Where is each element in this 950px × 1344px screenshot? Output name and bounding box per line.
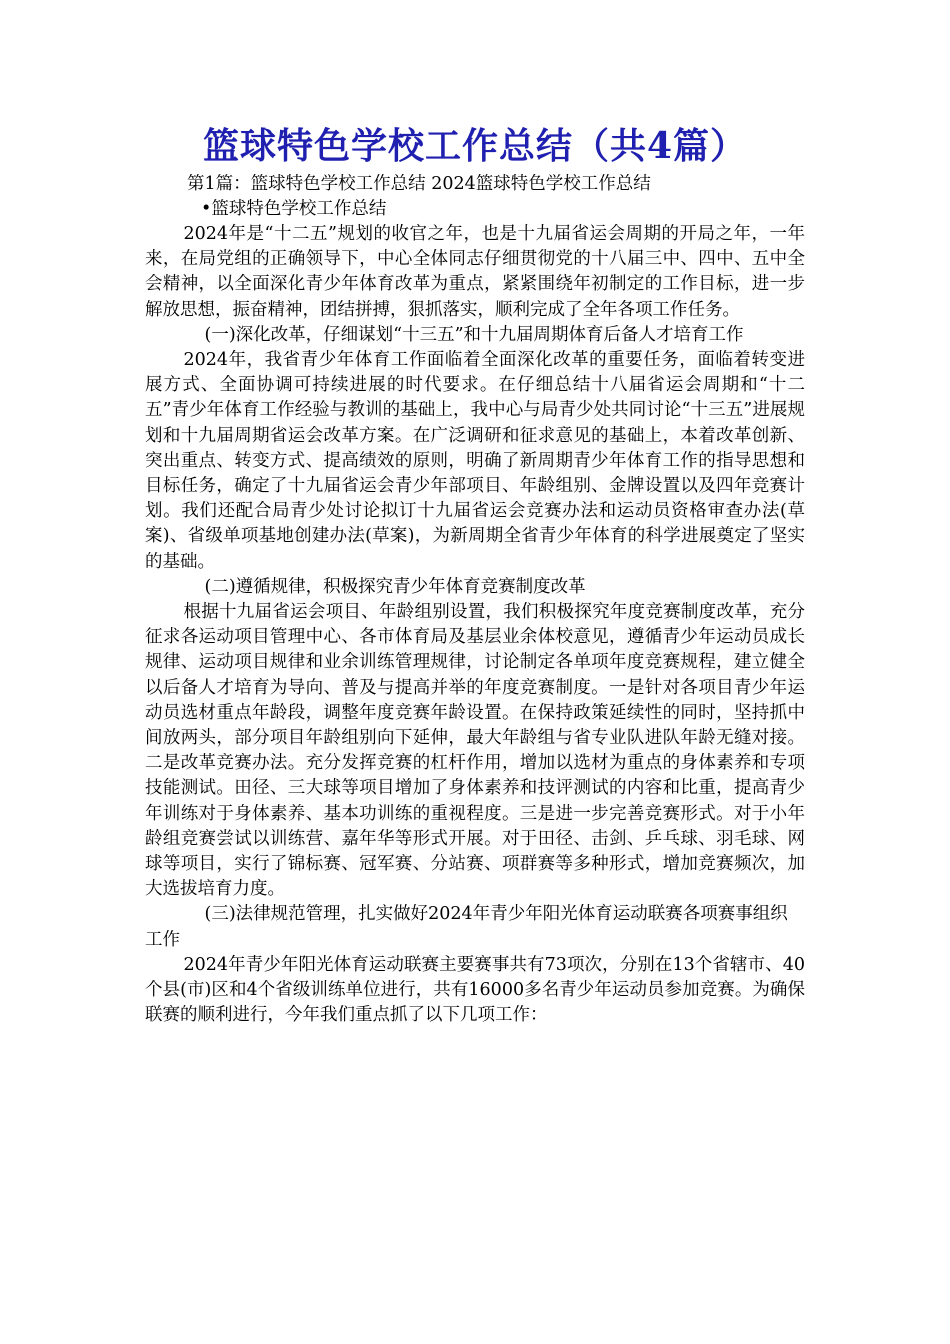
document-page bbox=[145, 120, 805, 1029]
body-paragraph: 2024年是“十二五”规划的收官之年，也是十九届省运会周期的开局之年，一年来，在局党组的正确领导下，中心全体同志仔细贯彻党的十八届三中、四中、五中全会精神，以全面深化青少年体育改革为重点，紧紧围绕年初制定的工作目标，进一步解放思想，振奋精神，团结拼搏，狠抓落实，顺利完成了全年各项工作任务。 bbox=[145, 224, 805, 320]
body-paragraph: 根据十九届省运会项目、年龄组别设置，我们积极探究年度竞赛制度改革，充分征求各运动项目管理中心、各市体育局及基层业余体校意见，遵循青少年运动员成长规律、运动项目规律和业余训练管理规律，讨论制定各单项年度竞赛规程，建立健全以后备人才培育为导向、普及与提高并举的年度竞赛制度。一是针对各项目青少年运动员选材重点年龄段，调整年度竞赛年龄设置。在保持政策延续性的同时，坚持抓中间放两头，部分项目年龄组别向下延伸，最大年龄组与省专业队进队年龄无缝对接。二是改革竞赛办法。充分发挥竞赛的杠杆作用，增加以选材为重点的身体素养和专项技能测试。田径、三大球等项目增加了身体素养和技评测试的内容和比重，提高青少年训练对于身体素养、基本功训练的重视程度。三是进一步完善竞赛形式。对于小年龄组竞赛尝试以训练营、嘉年华等形式开展。对于田径、击剑、乒乓球、羽毛球、网球等项目，实行了锦标赛、冠军赛、分站赛、项群赛等多种形式，增加竞赛频次，加大选拔培育力度。 bbox=[145, 602, 805, 900]
section-heading: (三)法律规范管理，扎实做好2024年青少年阳光体育运动联赛各项赛事组织工作 bbox=[145, 904, 788, 950]
document-title: 篮球特色学校工作总结（共4篇） bbox=[202, 125, 748, 167]
body-paragraph: 2024年青少年阳光体育运动联赛主要赛事共有73项次，分别在13个省辖市、40个县(市)区和4个省级训练单位进行，共有16000多名青少年运动员参加竞赛。为确保联赛的顺利进行，今年我们重点抓了以下几项工作： bbox=[145, 954, 805, 1026]
bullet-heading: •篮球特色学校工作总结 bbox=[201, 199, 387, 219]
section-heading: (一)深化改革，仔细谋划“十三五”和十九届周期体育后备人才培育工作 bbox=[204, 324, 744, 345]
section-heading: (二)遵循规律，积极探究青少年体育竞赛制度改革 bbox=[204, 576, 586, 597]
body-paragraph: 2024年，我省青少年体育工作面临着全面深化改革的重要任务，面临着转变进展方式、全面协调可持续进展的时代要求。在仔细总结十八届省运会周期和“十二五”青少年体育工作经验与教训的基础上，我中心与局青少处共同讨论“十三五”进展规划和十九届周期省运会改革方案。在广泛调研和征求意见的基础上，本着改革创新、突出重点、转变方式、提高绩效的原则，明确了新周期青少年体育工作的指导思想和目标任务，确定了十九届省运会青少年部项目、年龄组别、金牌设置以及四年竞赛计划。我们还配合局青少处讨论拟订十九届省运会竞赛办法和运动员资格审查办法(草案)、省级单项基地创建办法(草案)，为新周期全省青少年体育的科学进展奠定了坚实的基础。 bbox=[145, 350, 805, 572]
document-subtitle: 第1篇：篮球特色学校工作总结 2024篮球特色学校工作总结 bbox=[187, 174, 651, 194]
